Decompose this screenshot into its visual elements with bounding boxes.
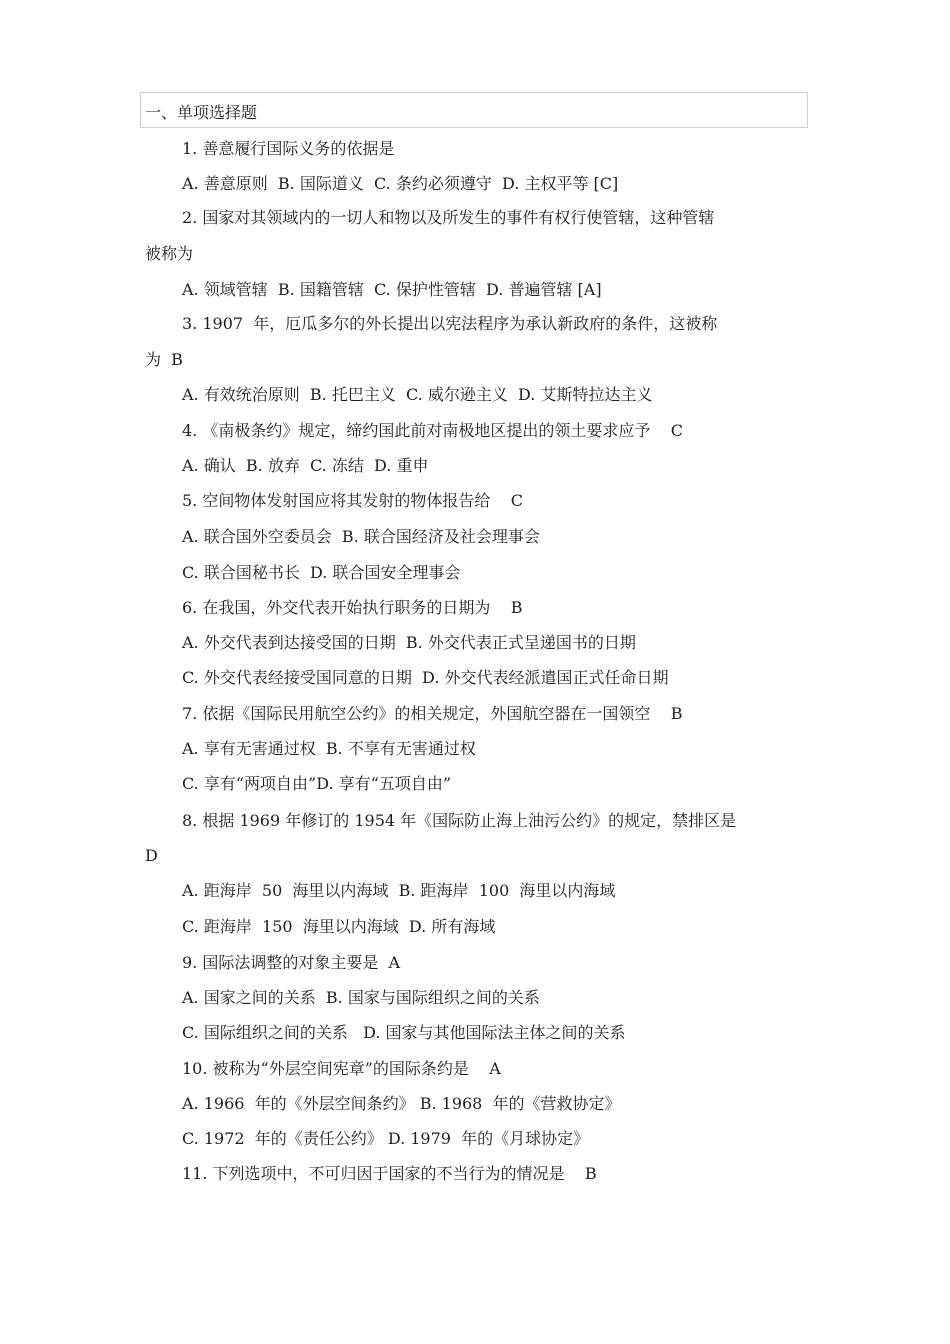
question-1-options: A. 善意原则 B. 国际道义 C. 条约必须遵守 D. 主权平等 [C] — [182, 174, 619, 193]
question-6-stem: 6. 在我国，外交代表开始执行职务的日期为 B — [182, 598, 523, 617]
question-7-options-a-b: A. 享有无害通过权 B. 不享有无害通过权 — [182, 739, 476, 758]
question-2-stem: 2. 国家对其领域内的一切人和物以及所发生的事件有权行使管辖，这种管辖 — [182, 208, 715, 227]
question-11-stem: 11. 下列选项中，不可归因于国家的不当行为的情况是 B — [182, 1164, 597, 1183]
question-3-options: A. 有效统治原则 B. 托巴主义 C. 威尔逊主义 D. 艾斯特拉达主义 — [182, 385, 653, 404]
question-6-options-a-b: A. 外交代表到达接受国的日期 B. 外交代表正式呈递国书的日期 — [182, 633, 636, 652]
question-8-stem: 8. 根据 1969 年修订的 1954 年《国际防止海上油污公约》的规定，禁排区是 — [182, 811, 737, 830]
question-9-options-c-d: C. 国际组织之间的关系 D. 国家与其他国际法主体之间的关系 — [182, 1023, 626, 1042]
question-4-stem: 4. 《南极条约》规定，缔约国此前对南极地区提出的领土要求应予 C — [182, 421, 683, 440]
question-7-options-c-d: C. 享有“两项自由”D. 享有“五项自由” — [182, 774, 451, 793]
question-5-stem: 5. 空间物体发射国应将其发射的物体报告给 C — [182, 491, 523, 510]
section-title: 一、单项选择题 — [145, 103, 258, 122]
question-10-options-a-b: A. 1966 年的《外层空间条约》 B. 1968 年的《营救协定》 — [182, 1094, 621, 1113]
question-6-options-c-d: C. 外交代表经接受国同意的日期 D. 外交代表经派遣国正式任命日期 — [182, 668, 669, 687]
question-4-options: A. 确认 B. 放弃 C. 冻结 D. 重申 — [182, 456, 429, 475]
question-10-stem: 10. 被称为“外层空间宪章”的国际条约是 A — [182, 1059, 501, 1078]
question-9-options-a-b: A. 国家之间的关系 B. 国家与国际组织之间的关系 — [182, 988, 540, 1007]
question-7-stem: 7. 依据《国际民用航空公约》的相关规定，外国航空器在一国领空 B — [182, 704, 683, 723]
question-2-options: A. 领域管辖 B. 国籍管辖 C. 保护性管辖 D. 普遍管辖 [A] — [182, 280, 602, 299]
question-5-options-a-b: A. 联合国外空委员会 B. 联合国经济及社会理事会 — [182, 527, 540, 546]
question-10-options-c-d: C. 1972 年的《责任公约》 D. 1979 年的《月球协定》 — [182, 1129, 590, 1148]
question-1-stem: 1. 善意履行国际义务的依据是 — [182, 139, 395, 158]
question-5-options-c-d: C. 联合国秘书长 D. 联合国安全理事会 — [182, 563, 461, 582]
question-3-stem: 3. 1907 年，厄瓜多尔的外长提出以宪法程序为承认新政府的条件，这被称 — [182, 314, 718, 333]
question-9-stem: 9. 国际法调整的对象主要是 A — [182, 953, 401, 972]
question-3-stem-cont: 为 B — [145, 350, 183, 369]
question-8-stem-cont: D — [145, 846, 158, 865]
question-8-options-a-b: A. 距海岸 50 海里以内海域 B. 距海岸 100 海里以内海域 — [182, 881, 616, 900]
question-8-options-c-d: C. 距海岸 150 海里以内海域 D. 所有海域 — [182, 917, 496, 936]
question-2-stem-cont: 被称为 — [145, 244, 194, 263]
